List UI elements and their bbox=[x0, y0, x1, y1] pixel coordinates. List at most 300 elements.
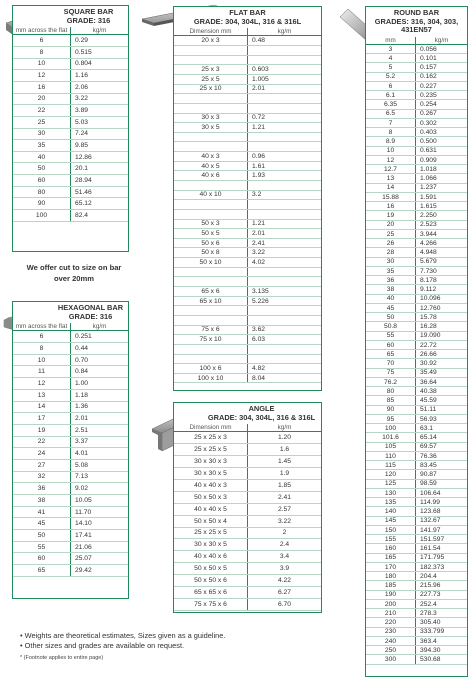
table-row bbox=[13, 402, 128, 414]
square-bar-title: SQUARE BAR bbox=[63, 7, 114, 16]
weight-cell: 0.235 bbox=[420, 91, 437, 99]
table-row bbox=[174, 268, 321, 278]
weight-cell: 21.06 bbox=[75, 543, 92, 551]
table-row bbox=[13, 163, 128, 175]
size-cell bbox=[174, 133, 248, 142]
weight-cell: 1.21 bbox=[252, 123, 266, 131]
size-cell: 10 bbox=[13, 59, 71, 70]
table-row bbox=[366, 637, 467, 646]
table-row bbox=[366, 202, 467, 211]
table-row bbox=[174, 326, 321, 336]
square-bar-table bbox=[13, 35, 128, 221]
table-row bbox=[174, 316, 321, 326]
table-row bbox=[366, 267, 467, 276]
size-cell: 25 bbox=[366, 230, 416, 238]
size-cell: 70 bbox=[366, 359, 416, 367]
weight-cell: 1.93 bbox=[252, 172, 266, 180]
size-cell: 24 bbox=[13, 448, 71, 459]
footnote-weights: • Weights are theoretical estimates, Sizes given as a guideline. bbox=[20, 631, 226, 640]
weight-cell bbox=[248, 133, 321, 142]
size-cell: 6 bbox=[13, 331, 71, 342]
weight-cell: 0.267 bbox=[420, 110, 437, 118]
table-row bbox=[13, 35, 128, 47]
table-row bbox=[366, 248, 467, 257]
round-bar-col-kgm: kg/m bbox=[434, 36, 449, 44]
size-cell: 190 bbox=[366, 591, 416, 599]
table-row bbox=[366, 517, 467, 526]
weight-cell: 171.795 bbox=[420, 554, 445, 562]
table-row bbox=[13, 47, 128, 59]
table-row bbox=[366, 221, 467, 230]
table-row bbox=[366, 526, 467, 535]
size-cell: 30 x 30 x 3 bbox=[174, 456, 248, 467]
hexagonal-bar-col-dimension: mm across the flat bbox=[13, 323, 71, 330]
size-cell: 230 bbox=[366, 628, 416, 636]
size-cell: 55 bbox=[366, 332, 416, 340]
size-cell: 8 bbox=[13, 343, 71, 354]
flat-bar-table bbox=[174, 36, 321, 383]
flat-bar-grade: GRADE: 304, 304L, 316 & 316L bbox=[193, 16, 302, 26]
weight-cell: 0.96 bbox=[252, 152, 266, 160]
size-cell: 75 bbox=[366, 369, 416, 377]
table-row bbox=[366, 147, 467, 156]
size-cell: 40 x 10 bbox=[174, 191, 248, 200]
weight-cell bbox=[248, 268, 321, 277]
size-cell: 55 bbox=[13, 542, 71, 553]
table-row bbox=[366, 100, 467, 109]
weight-cell: 333.799 bbox=[420, 628, 445, 636]
size-cell: 135 bbox=[366, 498, 416, 506]
size-cell: 12 bbox=[13, 378, 71, 389]
offer-text: We offer cut to size on bar over 20mm bbox=[26, 263, 122, 283]
table-row bbox=[366, 655, 467, 664]
table-row bbox=[13, 210, 128, 222]
table-row bbox=[174, 432, 321, 444]
size-cell: 20 bbox=[13, 94, 71, 105]
size-cell: 65 x 65 x 6 bbox=[174, 587, 248, 598]
size-cell: 60 bbox=[366, 341, 416, 349]
weight-cell: 9.85 bbox=[75, 141, 89, 149]
weight-cell: 98.59 bbox=[420, 480, 437, 488]
weight-cell: 0.603 bbox=[252, 66, 269, 74]
table-row bbox=[13, 460, 128, 472]
size-cell: 17 bbox=[13, 413, 71, 424]
size-cell: 35 bbox=[13, 140, 71, 151]
size-cell: 155 bbox=[366, 535, 416, 543]
size-cell: 185 bbox=[366, 581, 416, 589]
size-cell: 50 x 10 bbox=[174, 258, 248, 267]
size-cell bbox=[174, 268, 248, 277]
table-row bbox=[13, 355, 128, 367]
size-cell bbox=[174, 345, 248, 354]
size-cell: 20 bbox=[366, 221, 416, 229]
weight-cell: 4.02 bbox=[252, 258, 266, 266]
weight-cell: 7.730 bbox=[420, 267, 437, 275]
size-cell: 10 bbox=[13, 355, 71, 366]
size-cell: 11 bbox=[13, 366, 71, 377]
table-row bbox=[13, 129, 128, 141]
table-row bbox=[366, 424, 467, 433]
size-cell: 210 bbox=[366, 609, 416, 617]
table-row bbox=[174, 181, 321, 191]
table-row bbox=[174, 258, 321, 268]
table-row bbox=[13, 530, 128, 542]
size-cell: 125 bbox=[366, 480, 416, 488]
weight-cell: 2.41 bbox=[277, 493, 292, 501]
weight-cell bbox=[248, 104, 321, 113]
table-row bbox=[366, 165, 467, 174]
size-cell: 50 x 8 bbox=[174, 248, 248, 257]
table-row bbox=[13, 70, 128, 82]
table-row bbox=[366, 507, 467, 516]
table-row bbox=[366, 609, 467, 618]
table-row bbox=[13, 565, 128, 577]
weight-cell: 2.01 bbox=[75, 415, 89, 423]
table-row bbox=[174, 516, 321, 528]
size-cell bbox=[174, 46, 248, 55]
table-row bbox=[366, 470, 467, 479]
table-row bbox=[366, 110, 467, 119]
size-cell bbox=[174, 277, 248, 286]
square-bar-col-dimension: mm across the flat bbox=[13, 27, 71, 34]
size-cell: 7 bbox=[366, 119, 416, 127]
weight-cell: 132.67 bbox=[420, 517, 441, 525]
size-cell bbox=[174, 142, 248, 151]
table-row bbox=[174, 492, 321, 504]
table-row bbox=[366, 54, 467, 63]
size-cell: 105 bbox=[366, 443, 416, 451]
weight-cell: 278.3 bbox=[420, 609, 437, 617]
table-row bbox=[174, 528, 321, 540]
table-row bbox=[13, 542, 128, 554]
weight-cell: 1.45 bbox=[277, 458, 292, 466]
weight-cell: 0.804 bbox=[75, 60, 92, 68]
size-cell bbox=[174, 355, 248, 364]
weight-cell: 29.42 bbox=[75, 566, 92, 574]
weight-cell: 8.178 bbox=[420, 276, 437, 284]
size-cell: 10 bbox=[366, 147, 416, 155]
table-row bbox=[174, 480, 321, 492]
weight-cell bbox=[248, 210, 321, 219]
size-cell: 40 x 40 x 5 bbox=[174, 504, 248, 515]
weight-cell: 5.03 bbox=[75, 118, 89, 126]
round-bar-col-dimension: mm bbox=[366, 37, 416, 44]
weight-cell: 11.70 bbox=[75, 508, 92, 516]
size-cell: 5 bbox=[366, 63, 416, 71]
table-row bbox=[366, 369, 467, 378]
size-cell: 101.6 bbox=[366, 433, 416, 441]
angle-grade: GRADE: 304, 304L, 316 & 316L bbox=[207, 412, 316, 422]
table-row bbox=[174, 220, 321, 230]
weight-cell: 5.226 bbox=[252, 297, 269, 305]
size-cell: 30 bbox=[366, 258, 416, 266]
size-cell: 45 bbox=[13, 518, 71, 529]
size-cell: 150 bbox=[366, 526, 416, 534]
round-bar-title: ROUND BAR bbox=[393, 8, 440, 17]
table-row bbox=[174, 104, 321, 114]
weight-cell: 0.515 bbox=[75, 48, 92, 56]
round-bar-grade: GRADES: 316, 304, 303, 431EN57 bbox=[374, 16, 459, 35]
weight-cell: 2.250 bbox=[420, 212, 437, 220]
size-cell: 100 bbox=[366, 424, 416, 432]
table-row bbox=[13, 343, 128, 355]
table-row bbox=[13, 448, 128, 460]
table-row bbox=[174, 551, 321, 563]
size-cell: 28 bbox=[366, 248, 416, 256]
weight-cell: 69.57 bbox=[420, 443, 437, 451]
weight-cell bbox=[248, 355, 321, 364]
size-cell: 25 x 25 x 5 bbox=[174, 528, 248, 539]
weight-cell: 90.87 bbox=[420, 471, 437, 479]
weight-cell: 63.1 bbox=[420, 424, 434, 432]
size-cell: 76.2 bbox=[366, 378, 416, 386]
size-cell: 25 x 3 bbox=[174, 65, 248, 74]
table-row bbox=[366, 443, 467, 452]
weight-cell: 5.08 bbox=[75, 461, 89, 469]
weight-cell: 2.51 bbox=[75, 426, 89, 434]
footnote-other-sizes: • Other sizes and grades are available on request. bbox=[20, 641, 185, 650]
size-cell bbox=[174, 56, 248, 65]
size-cell: 65 bbox=[13, 565, 71, 576]
weight-cell: 10.096 bbox=[420, 295, 441, 303]
table-row bbox=[174, 297, 321, 307]
table-row bbox=[174, 200, 321, 210]
table-row bbox=[174, 335, 321, 345]
table-row bbox=[174, 306, 321, 316]
weight-cell: 20.1 bbox=[75, 165, 89, 173]
size-cell: 12 bbox=[13, 70, 71, 81]
weight-cell: 0.631 bbox=[420, 147, 437, 155]
weight-cell: 1.20 bbox=[277, 434, 292, 442]
size-cell: 30 bbox=[13, 129, 71, 140]
table-row bbox=[174, 56, 321, 66]
weight-cell: 4.82 bbox=[252, 364, 266, 372]
weight-cell: 6.70 bbox=[277, 600, 292, 608]
table-row bbox=[13, 117, 128, 129]
weight-cell bbox=[248, 94, 321, 103]
table-row bbox=[366, 600, 467, 609]
table-row bbox=[174, 248, 321, 258]
weight-cell: 0.302 bbox=[420, 119, 437, 127]
table-row bbox=[366, 581, 467, 590]
size-cell: 200 bbox=[366, 600, 416, 608]
size-cell: 22 bbox=[13, 437, 71, 448]
size-cell: 40 x 3 bbox=[174, 152, 248, 161]
weight-cell: 2 bbox=[282, 529, 287, 537]
flat-bar-panel bbox=[173, 6, 322, 391]
table-row bbox=[13, 187, 128, 199]
weight-cell: 1.005 bbox=[252, 75, 269, 83]
weight-cell: 2.01 bbox=[252, 230, 266, 238]
size-cell: 90 bbox=[366, 406, 416, 414]
size-cell: 12.7 bbox=[366, 165, 416, 173]
size-cell bbox=[174, 104, 248, 113]
size-cell: 36 bbox=[366, 276, 416, 284]
weight-cell: 2.01 bbox=[252, 85, 266, 93]
weight-cell: 0.157 bbox=[420, 64, 437, 72]
flat-bar-title: FLAT BAR bbox=[229, 8, 266, 17]
table-row bbox=[366, 211, 467, 220]
angle-col-dimension: Dimension mm bbox=[174, 424, 248, 431]
table-row bbox=[366, 341, 467, 350]
weight-cell: 17.41 bbox=[75, 531, 92, 539]
weight-cell: 1.237 bbox=[420, 184, 437, 192]
size-cell: 6.1 bbox=[366, 91, 416, 99]
table-row bbox=[366, 239, 467, 248]
table-row bbox=[366, 359, 467, 368]
weight-cell: 1.85 bbox=[277, 481, 292, 489]
size-cell: 16 bbox=[13, 82, 71, 93]
table-row bbox=[174, 133, 321, 143]
table-row bbox=[174, 114, 321, 124]
size-cell: 8.9 bbox=[366, 137, 416, 145]
table-row bbox=[13, 105, 128, 117]
size-cell: 4 bbox=[366, 54, 416, 62]
table-row bbox=[174, 162, 321, 172]
table-row bbox=[13, 331, 128, 343]
size-cell: 6 bbox=[13, 35, 71, 46]
weight-cell: 10.05 bbox=[75, 496, 92, 504]
table-row bbox=[13, 518, 128, 530]
weight-cell: 0.909 bbox=[420, 156, 437, 164]
size-cell: 14 bbox=[13, 402, 71, 413]
size-cell: 38 bbox=[13, 495, 71, 506]
weight-cell: 0.29 bbox=[75, 37, 89, 45]
size-cell: 80 bbox=[366, 387, 416, 395]
size-cell: 100 x 10 bbox=[174, 374, 248, 383]
weight-cell bbox=[248, 316, 321, 325]
size-cell: 13 bbox=[13, 390, 71, 401]
size-cell: 40 x 6 bbox=[174, 171, 248, 180]
table-row bbox=[366, 415, 467, 424]
table-row bbox=[366, 295, 467, 304]
weight-cell: 3.62 bbox=[252, 326, 266, 334]
size-cell: 27 bbox=[13, 460, 71, 471]
weight-cell: 7.13 bbox=[75, 473, 89, 481]
weight-cell: 51.11 bbox=[420, 406, 437, 414]
table-row bbox=[366, 156, 467, 165]
weight-cell: 151.597 bbox=[420, 535, 445, 543]
table-row bbox=[366, 406, 467, 415]
weight-cell: 3.944 bbox=[420, 230, 437, 238]
size-cell: 16 bbox=[366, 202, 416, 210]
weight-cell: 1.9 bbox=[279, 470, 290, 477]
size-cell: 30 x 30 x 5 bbox=[174, 468, 248, 479]
size-cell: 12 bbox=[366, 156, 416, 164]
table-row bbox=[13, 82, 128, 94]
size-cell: 160 bbox=[366, 544, 416, 552]
table-row bbox=[174, 287, 321, 297]
table-row bbox=[366, 128, 467, 137]
size-cell: 250 bbox=[366, 646, 416, 654]
table-row bbox=[174, 468, 321, 480]
weight-cell: 76.36 bbox=[420, 452, 437, 460]
weight-cell: 3.9 bbox=[279, 565, 290, 573]
table-row bbox=[13, 366, 128, 378]
angle-title: ANGLE bbox=[248, 404, 275, 413]
size-cell bbox=[174, 210, 248, 219]
size-cell: 40 bbox=[13, 152, 71, 163]
size-cell: 50 bbox=[13, 163, 71, 174]
size-cell: 220 bbox=[366, 618, 416, 626]
flat-bar-col-kgm: kg/m bbox=[277, 28, 292, 36]
weight-cell: 5.679 bbox=[420, 258, 437, 266]
table-row bbox=[366, 174, 467, 183]
weight-cell: 3.22 bbox=[252, 249, 266, 257]
table-row bbox=[174, 142, 321, 152]
weight-cell: 26.66 bbox=[420, 350, 437, 358]
weight-cell: 204.4 bbox=[420, 572, 437, 580]
table-row bbox=[13, 140, 128, 152]
table-row bbox=[13, 59, 128, 71]
table-row bbox=[366, 396, 467, 405]
weight-cell: 28.94 bbox=[75, 176, 92, 184]
weight-cell: 16.28 bbox=[420, 323, 437, 331]
table-row bbox=[366, 45, 467, 54]
weight-cell bbox=[248, 277, 321, 286]
round-bar-panel bbox=[365, 6, 468, 677]
table-row bbox=[13, 495, 128, 507]
weight-cell: 0.251 bbox=[75, 333, 92, 341]
size-cell: 95 bbox=[366, 415, 416, 423]
size-cell: 3 bbox=[366, 45, 416, 53]
weight-cell: 0.500 bbox=[420, 138, 437, 146]
weight-cell: 2.06 bbox=[75, 83, 89, 91]
weight-cell: 1.00 bbox=[75, 379, 89, 387]
size-cell: 300 bbox=[366, 655, 416, 663]
table-row bbox=[366, 350, 467, 359]
table-row bbox=[174, 575, 321, 587]
weight-cell bbox=[248, 56, 321, 65]
table-row bbox=[366, 591, 467, 600]
table-row bbox=[174, 456, 321, 468]
weight-cell: 1.16 bbox=[75, 72, 89, 80]
size-cell: 90 bbox=[13, 198, 71, 209]
weight-cell: 65.14 bbox=[420, 434, 437, 442]
table-row bbox=[174, 191, 321, 201]
table-row bbox=[366, 572, 467, 581]
size-cell: 40 x 5 bbox=[174, 162, 248, 171]
table-row bbox=[13, 437, 128, 449]
table-row bbox=[366, 433, 467, 442]
size-cell bbox=[174, 316, 248, 325]
weight-cell: 363.4 bbox=[420, 637, 437, 645]
table-row bbox=[366, 193, 467, 202]
table-row bbox=[13, 390, 128, 402]
weight-cell: 4.266 bbox=[420, 239, 437, 247]
size-cell: 6.5 bbox=[366, 110, 416, 118]
table-row bbox=[13, 425, 128, 437]
table-row bbox=[13, 507, 128, 519]
weight-cell: 0.84 bbox=[75, 368, 89, 376]
table-row bbox=[366, 498, 467, 507]
weight-cell: 4.22 bbox=[277, 577, 292, 585]
weight-cell: 3.37 bbox=[75, 438, 89, 446]
size-cell: 41 bbox=[13, 507, 71, 518]
table-row bbox=[366, 554, 467, 563]
weight-cell: 4.948 bbox=[420, 249, 437, 257]
hexagonal-bar-col-kgm: kg/m bbox=[92, 323, 107, 331]
size-cell: 40 bbox=[366, 295, 416, 303]
table-row bbox=[13, 175, 128, 187]
table-row bbox=[174, 152, 321, 162]
size-cell: 100 x 6 bbox=[174, 364, 248, 373]
weight-cell bbox=[248, 345, 321, 354]
size-cell: 60 bbox=[13, 553, 71, 564]
size-cell bbox=[174, 94, 248, 103]
weight-cell: 1.21 bbox=[252, 220, 266, 228]
weight-cell: 182.373 bbox=[420, 563, 445, 571]
